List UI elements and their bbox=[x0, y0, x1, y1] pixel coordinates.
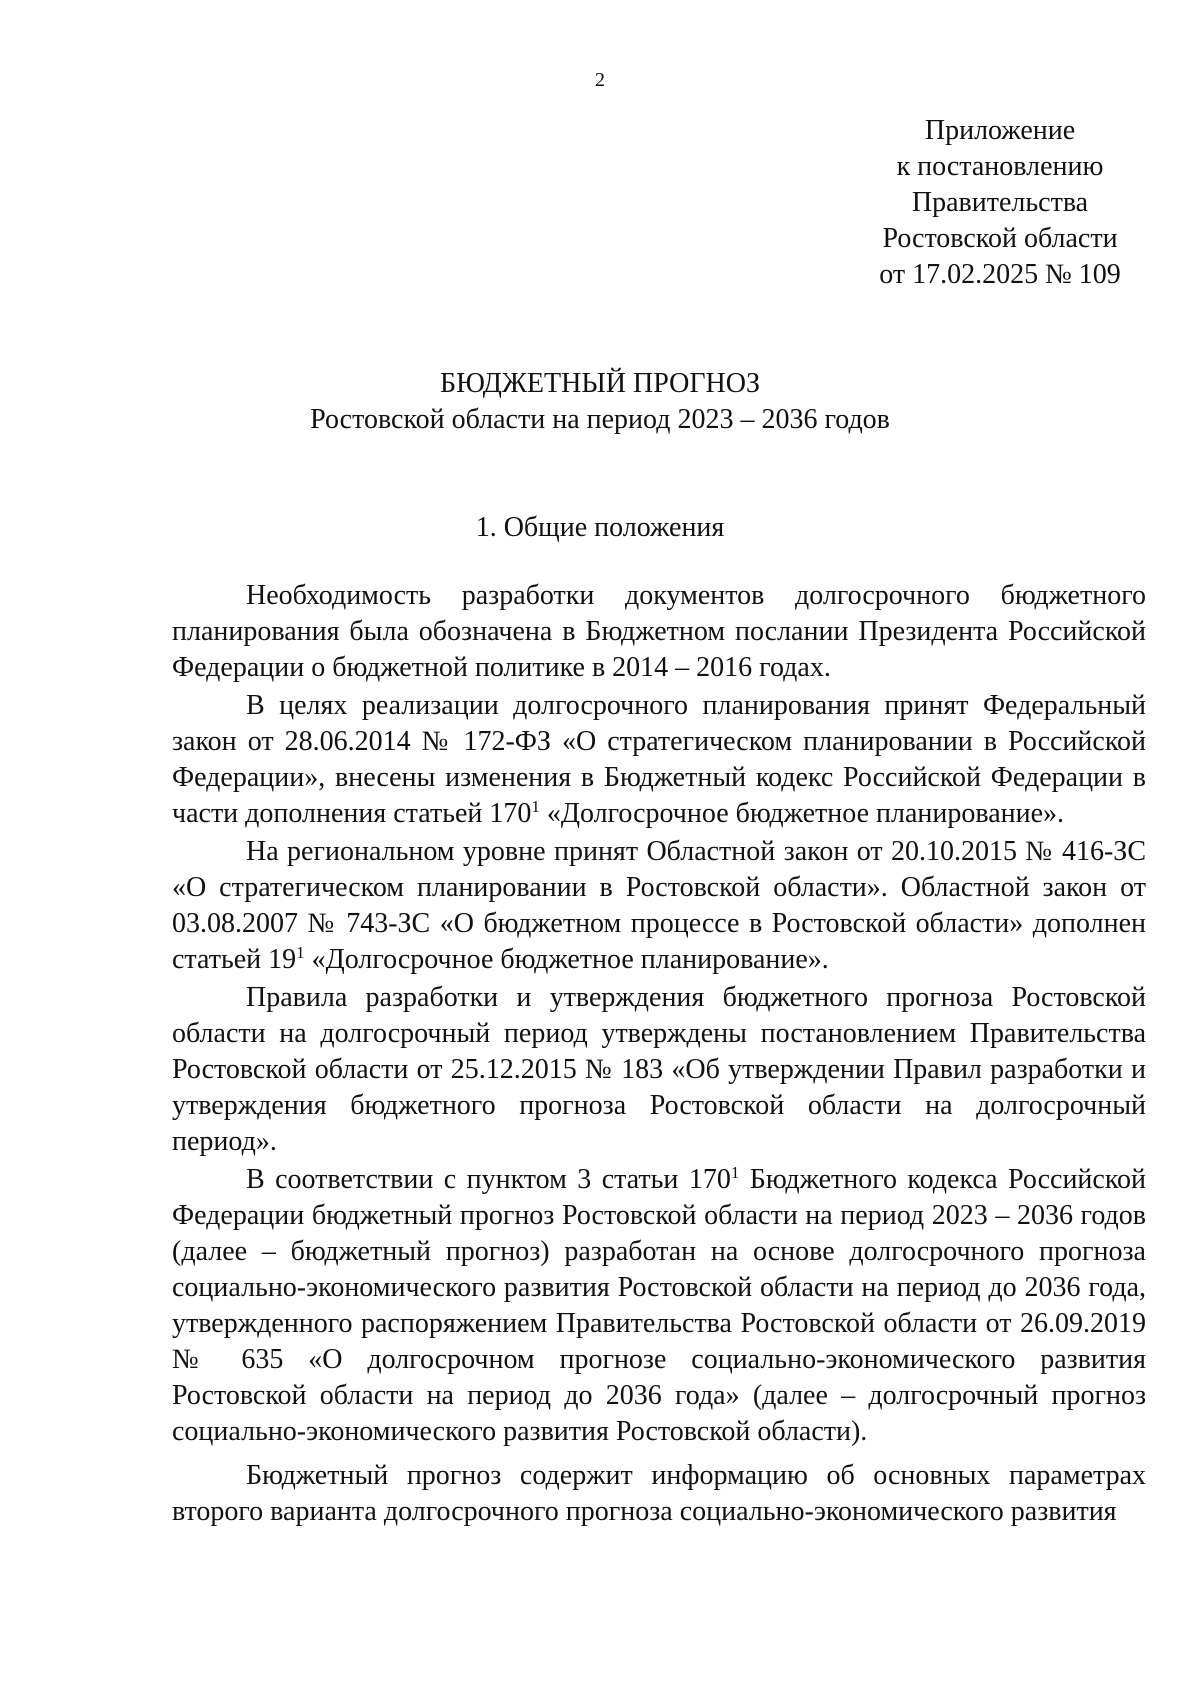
superscript: 1 bbox=[531, 797, 540, 816]
paragraph: Бюджетный прогноз содержит информацию об основных параметрах второго варианта долгосрочного прогноза социально-экономического развития bbox=[172, 1460, 1146, 1527]
body-text bbox=[172, 578, 1146, 1530]
paragraph bbox=[172, 1162, 1146, 1450]
appendix-block bbox=[830, 113, 1170, 293]
paragraph-text: В целях реализации долгосрочного планирования принят Федеральный закон от 28.06.2014 № 172-ФЗ «О стратегическом планировании в Российской Федерации», внесены изменения в Бюджетный кодекс Российской Федерации в части дополнения статьей 170 bbox=[172, 690, 1146, 829]
appendix-line: Приложение bbox=[924, 115, 1076, 146]
paragraph-text: «Долгосрочное бюджетное планирование». bbox=[539, 798, 1065, 829]
paragraph bbox=[172, 688, 1146, 832]
document-subtitle: Ростовской области на период 2023 – 2036 годов bbox=[310, 404, 890, 435]
superscript: 1 bbox=[296, 943, 305, 962]
paragraph: Необходимость разработки документов долгосрочного бюджетного планирования была обозначена в Бюджетном послании Президента Российской Федерации о бюджетной политике в 2014 – 2016 годах. bbox=[172, 580, 1146, 683]
section-heading: 1. Общие положения bbox=[475, 512, 725, 543]
superscript: 1 bbox=[730, 1163, 740, 1182]
paragraph-text: На региональном уровне принят Областной закон от 20.10.2015 № 416-ЗС «О стратегическом планировании в Ростовской области». Областной закон от 03.08.2007 № 743-ЗС «О бюджетном процессе в Ростовской области» дополнен статьей 19 bbox=[172, 836, 1146, 975]
paragraph bbox=[172, 834, 1146, 978]
appendix-line: Ростовской области bbox=[882, 223, 1118, 254]
paragraph-text: Бюджетного кодекса Российской Федерации бюджетный прогноз Ростовской области на период 2023 – 2036 годов (далее – бюджетный прогноз) разработан на основе долгосрочного прогноза социально-экономического развития Ростовской области на период до 2036 года, утвержденного распоряжением Правительства Ростовской области от 26.09.2019 № 635 «О долгосрочном прогнозе социально-экономического развития Ростовской области на период до 2036 года» (далее – долгосрочный прогноз социально-экономического развития Ростовской области). bbox=[172, 1164, 1147, 1447]
appendix-date-number: от 17.02.2025 № 109 bbox=[879, 259, 1121, 290]
paragraph-text: В соответствии с пунктом 3 статьи 170 bbox=[246, 1164, 731, 1195]
appendix-line: Правительства bbox=[911, 187, 1089, 218]
page-number: 2 bbox=[595, 69, 605, 91]
document-title: БЮДЖЕТНЫЙ ПРОГНОЗ bbox=[439, 368, 761, 399]
paragraph-text: «Долгосрочное бюджетное планирование». bbox=[304, 944, 829, 975]
paragraph: Правила разработки и утверждения бюджетного прогноза Ростовской области на долгосрочный период утверждены постановлением Правительства Ростовской области от 25.12.2015 № 183 «Об утверждении Правил разработки и утверждения бюджетного прогноза Ростовской области на долгосрочный период». bbox=[172, 982, 1146, 1157]
appendix-line: к постановлению bbox=[896, 151, 1104, 182]
